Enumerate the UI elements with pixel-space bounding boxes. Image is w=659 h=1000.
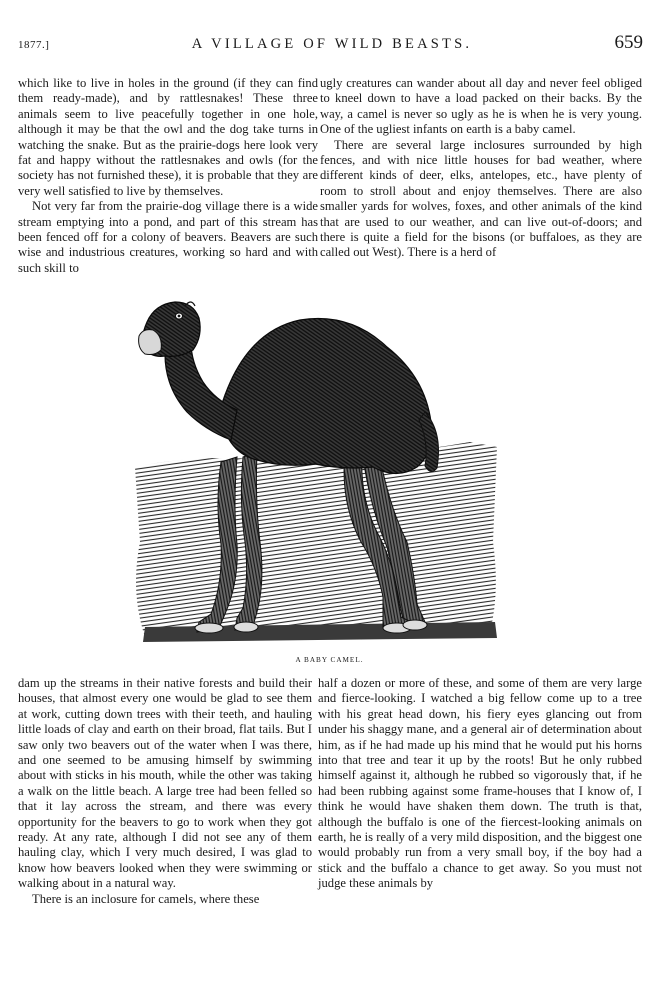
camel-body: [220, 319, 432, 474]
column-bottom-left: [18, 676, 312, 907]
ground-shading: [135, 442, 497, 637]
figure-caption: A BABY CAMEL.: [295, 656, 364, 664]
column-top-left: [18, 76, 318, 276]
baby-camel-engraving: [125, 292, 510, 652]
paragraph: There are several large inclosures surrounded by high fences, and with nice little houses for bad weather, where different kinds of deer, elks, antelopes, etc., have plenty of room to stroll about and enjoy themselves. There are also smaller yards for wolves, foxes, and other animals of the kind that are used to our weather, and can live out-of-doors; and there is quite a field for the bisons (or buffaloes, as they are called out West). There is a herd of: [320, 137, 642, 260]
paragraph: half a dozen or more of these, and some of them are very large and fierce-looking. I watched a big fellow come up to a tree with his great head down, his fiery eyes glancing out from under his shaggy mane, and a general air of determination about him, as if he had made up his mind that he would put his horns into that tree and tear it up by the roots! But he only rubbed himself against it, although he rubbed so vigorously that, if he had been rubbing against some frame-houses that I know of, I think he would have shaken them down. The truth is that, although the buffalo is one of the fiercest-looking animals on earth, he is really of a very mild disposition, and the biggest one would probably run from a very small boy, if the boy had a stick and the buffalo a chance to get away. So you must not judge these animals by: [318, 676, 642, 891]
paragraph: which like to live in holes in the ground (if they can find them ready-made), and by rattlesnakes! These three animals seem to live peacefully together in one hole, although it may be that the owl and the dog take turns in watching the snake. But as the prairie-dogs here look very fat and happy without the rattlesnakes and owls (for the society has not furnished these), it is probable that they are very well satisfied to live by themselves.: [18, 76, 318, 198]
page-number: 659: [614, 32, 643, 53]
column-top-right: [320, 76, 642, 261]
paragraph: dam up the streams in their native forests and build their houses, that almost every one would be glad to see them at work, cutting down trees with their teeth, and hauling little loads of clay and earth on their broad, flat tails. But I saw only two beavers out of the water when I was there, and one seemed to be amusing himself by swimming about with sticks in his mouth, while the other was taking a walk on the little beach. A large tree had been felled so that it lay across the stream, and there was every opportunity for the beavers to go to work when they got ready. At any rate, although I did not see any of them hauling clay, which I very much desired, I was glad to know how beavers looked when they were swimming or walking about in a natural way.: [18, 676, 312, 891]
column-bottom-right: [318, 676, 642, 892]
paragraph: Not very far from the prairie-dog village there is a wide stream emptying into a pond, and part of this stream has been fenced off for a colony of beavers. Beavers are such wise and industrious creatures, working so hard and with such skill to: [18, 199, 318, 275]
header-date: 1877.]: [18, 39, 50, 51]
page-header: [18, 32, 643, 58]
paragraph: ugly creatures can wander about all day and never feel obliged to kneel down to have a load packed on their backs. By the way, a camel is never so ugly as he is when he is very young. One of the ugliest infants on earth is a baby camel.: [320, 76, 642, 137]
paragraph: There is an inclosure for camels, where these: [32, 891, 260, 906]
running-title: A VILLAGE OF WILD BEASTS.: [191, 36, 473, 52]
